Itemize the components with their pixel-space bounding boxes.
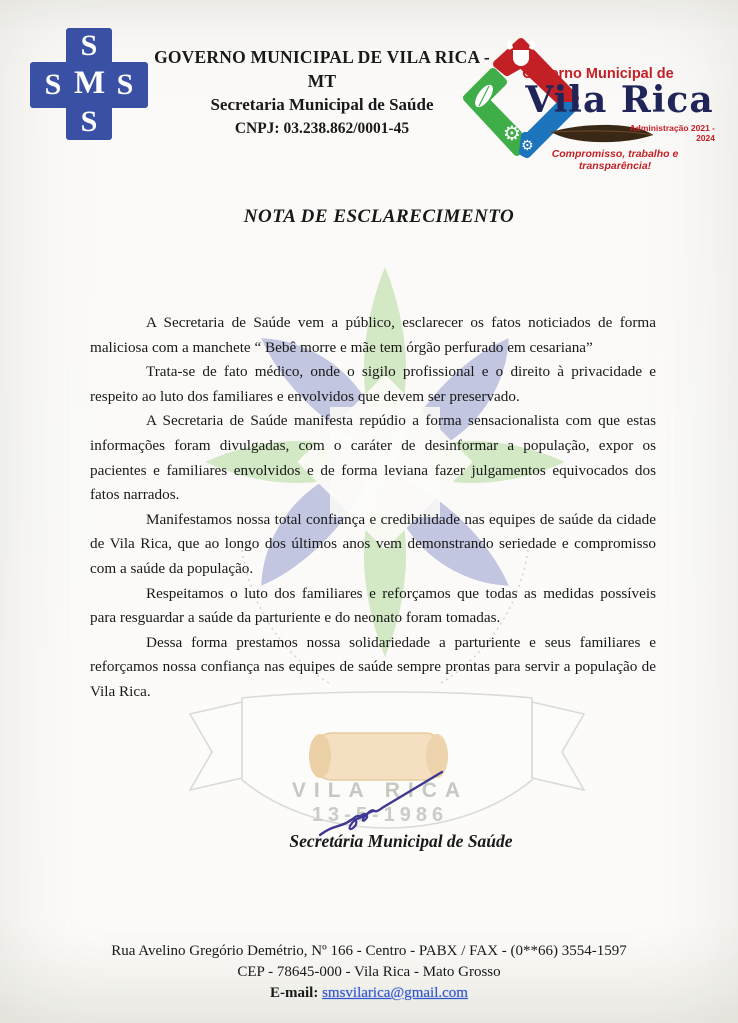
signature-role: Secretária Municipal de Saúde [289, 831, 513, 851]
crest-slogan: Compromisso, trabalho e transparência! [551, 148, 679, 172]
stamp-date-text: 13-5-1986 [311, 804, 449, 826]
paragraph: Dessa forma prestamos nossa solidariedade a parturiente e seus familiares e reforçamos nossa confiança nas equipes de saúde sempre prontas para servir a população de Vila Rica. [90, 633, 656, 700]
crest-administration: Administração 2021 - 2024 [629, 123, 715, 143]
paragraph: Manifestamos nossa total confiança e credibilidade nas equipes de saúde da cidade de Vila Rica, que ao longo dos últimos anos vem demonstrando seriedade e compromisso com a saúde da população. [90, 510, 656, 577]
footer-address: Rua Avelino Gregório Demétrio, Nº 166 - Centro - PABX / FAX - (0**66) 3554-1597 [111, 943, 627, 959]
sms-letter-right: S [116, 68, 134, 101]
crest-city-name: Vila Rica [525, 79, 714, 121]
cnpj-line: CNPJ: 03.238.862/0001-45 [234, 120, 410, 137]
email-link[interactable]: smsvilarica@gmail.com [322, 985, 468, 1001]
government-title: GOVERNO MUNICIPAL DE VILA RICA - MT [154, 47, 490, 91]
document-title: NOTA DE ESCLARECIMENTO [243, 206, 515, 227]
email-label: E-mail: [270, 985, 319, 1001]
signature-ink [300, 758, 460, 850]
paragraph: Respeitamos o luto dos familiares e reforçamos que todas as medidas possíveis para resguardar a saúde da parturiente e do neonato foram tomadas. [90, 584, 656, 627]
paragraph: A Secretaria de Saúde manifesta repúdio a forma sensacionalista com que estas informações foram divulgadas, com o caráter de desinformar a população, expor os pacientes e familiares envolvidos e de forma leviana fazer julgamentos equivocados dos fatos narrados. [90, 412, 656, 504]
sms-cross-logo [30, 28, 148, 140]
footer-cep: CEP - 78645-000 - Vila Rica - Mato Grosso [237, 964, 501, 980]
letterhead [148, 45, 496, 141]
svg-text:⚙: ⚙ [521, 138, 534, 154]
sms-letter-left: S [44, 68, 62, 101]
crest-tagline: Governo Municipal de [522, 66, 674, 82]
sms-letter-bottom: S [80, 105, 98, 138]
paragraph: A Secretaria de Saúde vem a público, esclarecer os fatos noticiados de forma maliciosa com a manchete “ Bebê morre e mãe tem órgão perfurado em cesariana” [90, 314, 656, 356]
svg-text:⚙: ⚙ [503, 121, 521, 145]
paragraph: Trata-se de fato médico, onde o sigilo profissional e o direito à privacidade e respeito ao luto dos familiares e envolvidos que devem ser preservado. [90, 363, 656, 405]
secretariat-title: Secretaria Municipal de Saúde [210, 95, 434, 114]
document-body [90, 311, 656, 705]
municipal-crest-logo [455, 26, 725, 171]
sms-letter-top: S [80, 29, 98, 62]
footer [0, 941, 738, 1004]
stamp-city-text: VILA RICA [291, 779, 469, 802]
footer-email-line [0, 983, 738, 1004]
sms-letter-middle: M [74, 65, 106, 101]
